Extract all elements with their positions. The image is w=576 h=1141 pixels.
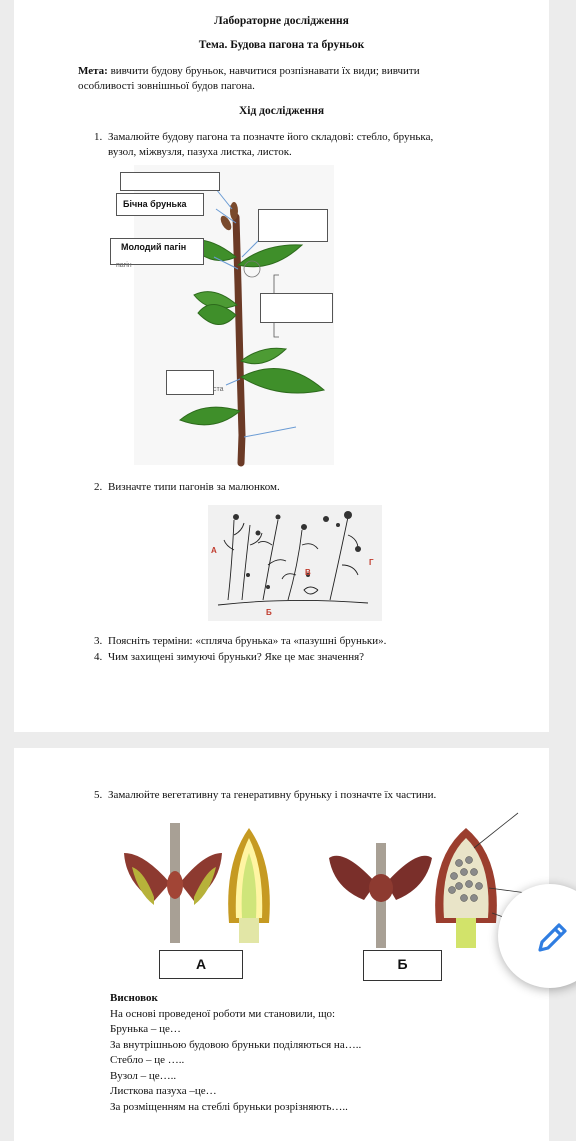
faint-sta-text: ста: [213, 386, 224, 393]
young-shoot-label: Молодий пагін: [121, 242, 187, 252]
lab-title: Лабораторне дослідження: [214, 15, 349, 27]
conclusion-heading: Висновок: [110, 992, 158, 1004]
question-5-text: Замалюйте вегетативну та генеративну бруньку і позначте їх частини.: [108, 789, 437, 801]
shoot-type-g-label: Г: [369, 558, 374, 567]
bud-a-box: А: [159, 950, 243, 979]
question-5-number: 5.: [94, 789, 103, 801]
progress-heading: Хід дослідження: [238, 105, 325, 117]
question-2-text: Визначте типи пагонів за малюнком.: [108, 481, 280, 493]
pencil-icon: [532, 918, 572, 958]
conclusion-line: Листкова пазуха –це…: [110, 1085, 217, 1097]
faint-pagin-text: пагін: [116, 262, 132, 269]
conclusion-line: За внутрішньою будовою бруньки поділяються на…..: [110, 1038, 362, 1051]
question-2-number: 2.: [94, 481, 103, 493]
conclusion-line: Стебло – це …..: [110, 1054, 185, 1066]
shoot-type-a-label: А: [211, 546, 217, 555]
shoot-types-illustration: [208, 505, 382, 621]
question-3-text: Поясніть терміни: «спляча брунька» та «пазушні бруньки».: [108, 635, 387, 647]
lateral-bud-label: Бічна брунька: [123, 199, 187, 209]
question-4-text: Чим захищені зимуючі бруньки? Яке це має значення?: [108, 651, 365, 663]
question-1-line-1: Замалюйте будову пагона та позначте його складові: стебло, брунька,: [108, 131, 434, 143]
label-box-lateral-bud: [116, 193, 204, 216]
question-1-number: 1.: [94, 131, 103, 143]
conclusion-line: Брунька – це…: [110, 1023, 181, 1035]
goal-line-1: [78, 64, 510, 79]
question-4-number: 4.: [94, 651, 103, 663]
conclusion-line: Вузол – це…..: [110, 1069, 177, 1082]
vegetative-bud-illustration: [114, 823, 289, 943]
shoot-type-b-label: Б: [266, 608, 272, 617]
goal-text-1: вивчити будову бруньок, навчитися розпізнавати їх види; вивчити: [110, 65, 420, 77]
topic-heading: Тема. Будова пагона та бруньок: [198, 39, 365, 51]
conclusion-line: За розміщенням на стеблі бруньки розрізняють…..: [110, 1100, 348, 1113]
conclusion-line: На основі проведеної роботи ми становили, що:: [110, 1007, 336, 1020]
label-box-empty-3[interactable]: [260, 293, 333, 323]
label-box-empty-4[interactable]: [166, 370, 214, 395]
question-1-line-2: вузол, міжвузля, пазуха листка, листок.: [108, 146, 292, 158]
document-page-1: [14, 0, 549, 732]
document-page-2: [14, 748, 549, 1141]
label-box-young-shoot: [110, 238, 204, 265]
goal-label: Мета:: [78, 65, 108, 77]
shoot-type-v-label: В: [305, 568, 311, 577]
label-box-empty-1[interactable]: [120, 172, 220, 191]
bud-b-box: Б: [363, 950, 442, 981]
goal-line-2: особливості зовнішньої будов пагона.: [78, 80, 255, 92]
conclusion-block: [110, 991, 361, 1115]
question-3-number: 3.: [94, 635, 103, 647]
label-box-empty-2[interactable]: [258, 209, 328, 242]
